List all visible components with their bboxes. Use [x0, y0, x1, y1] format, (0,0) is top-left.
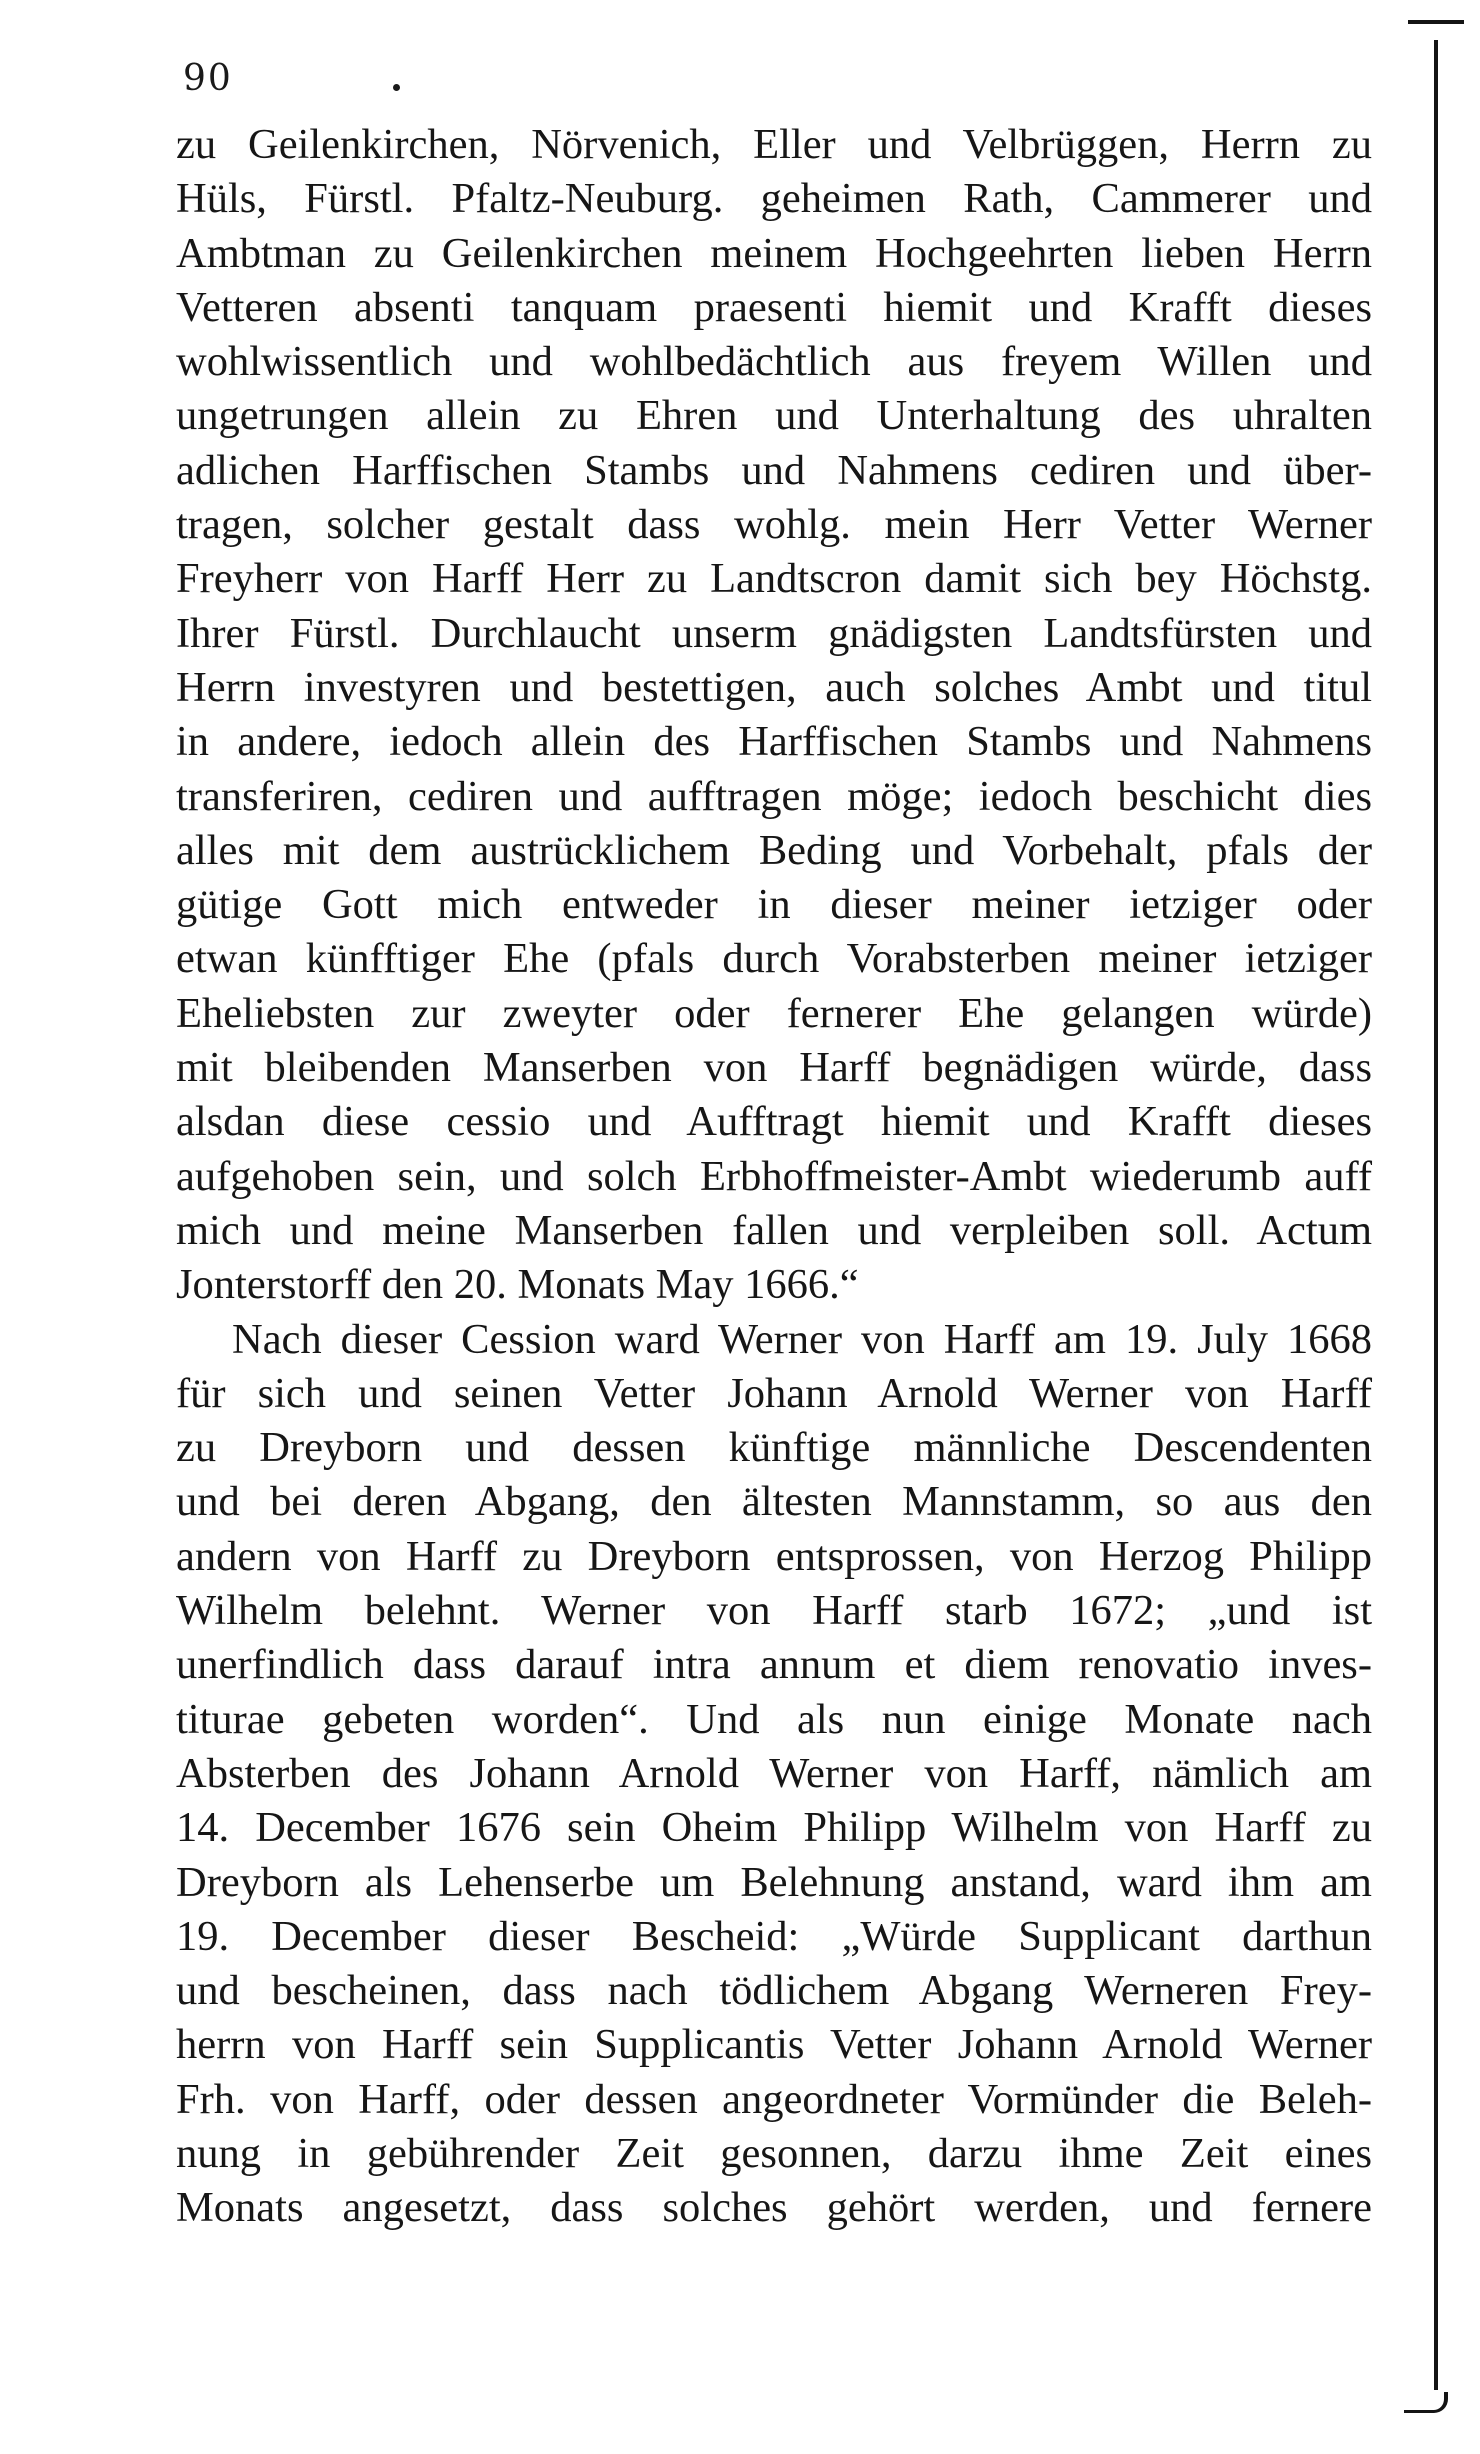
text-line: tragen, solcher gestalt dass wohlg. mein Herr Vetter Werner: [176, 501, 1372, 549]
text-line: aufgehoben sein, und solch Erbhoffmeister-Ambt wiederumb auff: [176, 1152, 1372, 1200]
text-line: Ihrer Fürstl. Durchlaucht unserm gnädigsten Landtsfürsten und: [176, 609, 1372, 657]
text-line: unerfindlich dass darauf intra annum et diem renovatio inves-: [176, 1641, 1372, 1689]
binding-edge-top: [1408, 20, 1464, 24]
text-line: mich und meine Manserben fallen und verpleiben soll. Actum: [176, 1206, 1372, 1254]
text-line: nung in gebührender Zeit gesonnen, darzu ihme Zeit eines: [176, 2129, 1372, 2177]
text-line: gütige Gott mich entweder in dieser meiner ietziger oder: [176, 881, 1372, 929]
text-line: Eheliebsten zur zweyter oder fernerer Ehe gelangen würde): [176, 989, 1372, 1037]
text-line: Wilhelm belehnt. Werner von Harff starb 1672; „und ist: [176, 1587, 1372, 1635]
text-line: zu Dreyborn und dessen künftige männliche Descendenten: [176, 1424, 1372, 1472]
text-line: in andere, iedoch allein des Harffischen Stambs und Nahmens: [176, 718, 1372, 766]
text-line: und bescheinen, dass nach tödlichem Abgang Werneren Frey-: [176, 1967, 1372, 2015]
text-line: 19. December dieser Bescheid: „Würde Supplicant darthun: [176, 1912, 1372, 1960]
text-line: wohlwissentlich und wohlbedächtlich aus freyem Willen und: [176, 338, 1372, 386]
text-line: andern von Harff zu Dreyborn entsprossen, von Herzog Philipp: [176, 1532, 1372, 1580]
paragraph-first-line: Nach dieser Cession ward Werner von Harff am 19. July 1668: [232, 1315, 1372, 1363]
text-line: herrn von Harff sein Supplicantis Vetter Johann Arnold Werner: [176, 2021, 1372, 2069]
text-line: alsdan diese cessio und Aufftragt hiemit und Krafft dieses: [176, 1098, 1372, 1146]
text-line: Herrn investyren und bestettigen, auch solches Ambt und titul: [176, 663, 1372, 711]
text-line: Absterben des Johann Arnold Werner von Harff, nämlich am: [176, 1749, 1372, 1797]
print-speck: [393, 84, 400, 91]
text-line: Freyherr von Harff Herr zu Landtscron damit sich bey Höchstg.: [176, 555, 1372, 603]
text-line: Jonterstorff den 20. Monats May 1666.“: [176, 1261, 859, 1309]
binding-edge: [1434, 40, 1438, 2390]
text-line: alles mit dem austrücklichem Beding und Vorbehalt, pfals der: [176, 826, 1372, 874]
text-line: für sich und seinen Vetter Johann Arnold Werner von Harff: [176, 1369, 1372, 1417]
text-line: und bei deren Abgang, den ältesten Mannstamm, so aus den: [176, 1478, 1372, 1526]
page-number: 90: [183, 58, 233, 99]
text-line: Vetteren absenti tanquam praesenti hiemit und Krafft dieses: [176, 283, 1372, 331]
text-line: etwan künfftiger Ehe (pfals durch Vorabsterben meiner ietziger: [176, 935, 1372, 983]
text-line: Dreyborn als Lehenserbe um Belehnung anstand, ward ihm am: [176, 1858, 1372, 1906]
text-line: mit bleibenden Manserben von Harff begnädigen würde, dass: [176, 1044, 1372, 1092]
text-line: Hüls, Fürstl. Pfaltz-Neuburg. geheimen Rath, Cammerer und: [176, 175, 1372, 223]
text-line: titurae gebeten worden“. Und als nun einige Monate nach: [176, 1695, 1372, 1743]
text-line: transferiren, cediren und aufftragen möge; iedoch beschicht dies: [176, 772, 1372, 820]
text-line: ungetrungen allein zu Ehren und Unterhaltung des uhralten: [176, 392, 1372, 440]
text-line: Monats angesetzt, dass solches gehört werden, und fernere: [176, 2184, 1372, 2232]
text-line: Frh. von Harff, oder dessen angeordneter Vormünder die Beleh-: [176, 2075, 1372, 2123]
text-line: 14. December 1676 sein Oheim Philipp Wilhelm von Harff zu: [176, 1804, 1372, 1852]
text-line: Ambtman zu Geilenkirchen meinem Hochgeehrten lieben Herrn: [176, 229, 1372, 277]
text-line: zu Geilenkirchen, Nörvenich, Eller und Velbrüggen, Herrn zu: [176, 121, 1372, 168]
text-line: adlichen Harffischen Stambs und Nahmens cediren und über-: [176, 446, 1372, 494]
body-text: [176, 118, 1372, 2236]
binding-edge-bottom: [1404, 2392, 1448, 2413]
